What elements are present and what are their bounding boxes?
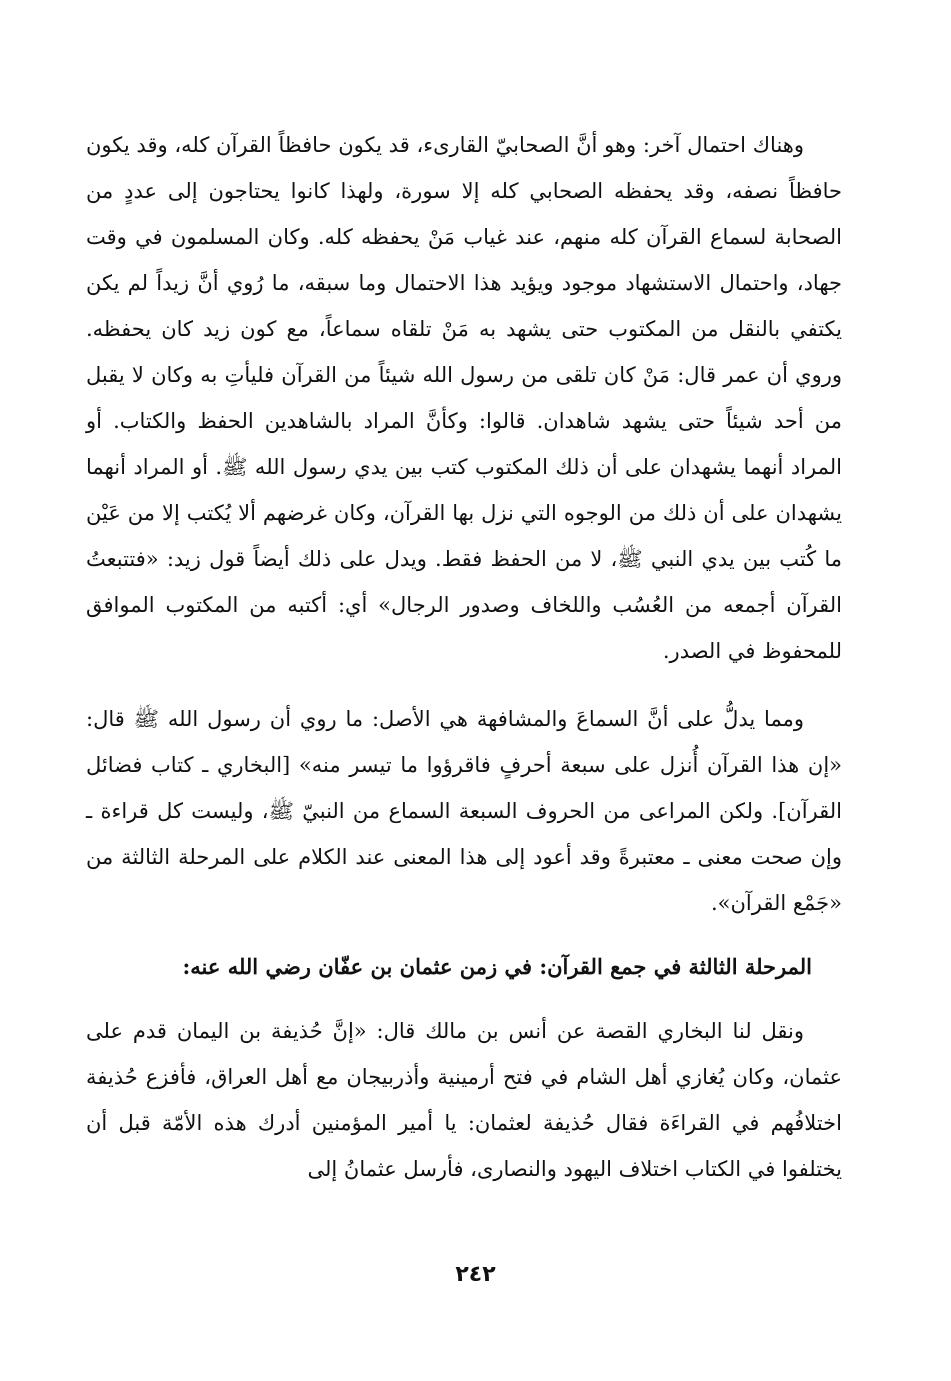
paragraph-hearing-is-origin: ومما يدلُّ على أنَّ السماعَ والمشافهة هي الأصل: ما روي أن رسول الله ﷺ قال: «إن هذا القرآن أُنزل على سبعة أحرفٍ فاقرؤوا ما تيسر منه» [البخاري ـ كتاب فضائل القرآن]. ولكن المراعى من الحروف السبعة السماع من النبيّ ﷺ، وليست كل قراءة ـ وإن صحت معنى ـ معتبرةً وقد أعود إلى هذا المعنى عند الكلام على المرحلة الثالثة من «جَمْع القرآن». [86, 707, 842, 915]
paragraph-probability-of-reciter: وهناك احتمال آخر: وهو أنَّ الصحابيّ القارىء، قد يكون حافظاً القرآن كله، وقد يكون حافظاً نصفه، وقد يحفظه الصحابي كله إلا سورة، ولهذا كانوا يحتاجون إلى عددٍ من الصحابة لسماع القرآن كله منهم، عند غياب مَنْ يحفظه كله. وكان المسلمون في وقت جهاد، واحتمال الاستشهاد موجود ويؤيد هذا الاحتمال وما سبقه، ما رُوي أنَّ زيداً لم يكن يكتفي بالنقل من المكتوب حتى يشهد به مَنْ تلقاه سماعاً، مع كون زيد كان يحفظه. وروي أن عمر قال: مَنْ كان تلقى من رسول الله شيئاً من القرآن فليأتِ به وكان لا يقبل من أحد شيئاً حتى يشهد شاهدان. قالوا: وكأنَّ المراد بالشاهدين الحفظ والكتاب. أو المراد أنهما يشهدان على أن ذلك المكتوب كتب بين يدي رسول الله ﷺ. أو المراد أنهما يشهدان على أن ذلك من الوجوه التي نزل بها القرآن، وكان غرضهم ألا يُكتب إلا من عَيْن ما كُتب بين يدي النبي ﷺ، لا من الحفظ فقط. ويدل على ذلك أيضاً قول زيد: «فتتبعتُ القرآن أجمعه من العُسُب واللخاف وصدور الرجال» أي: أكتبه من المكتوب الموافق للمحفوظ في الصدر. [86, 133, 842, 663]
page-number: ٢٤٢ [455, 1262, 496, 1287]
page-body [86, 112, 842, 1312]
section-heading: المرحلة الثالثة في جمع القرآن: في زمن عثمان بن عفّان رضي الله عنه: [182, 954, 812, 979]
paragraph-bukhari-story: ونقل لنا البخاري القصة عن أنس بن مالك قال: «إنَّ حُذيفة بن اليمان قدم على عثمان، وكان يُغازي أهل الشام في فتح أرمينية وأذربيجان مع أهل العراق، فأفزع حُذيفة اختلافُهم في القراءَة فقال حُذيفة لعثمان: يا أمير المؤمنين أدرك هذه الأمّة قبل أن يختلفوا في الكتاب اختلاف اليهود والنصارى، فأرسل عثمانُ إلى [86, 1019, 842, 1181]
